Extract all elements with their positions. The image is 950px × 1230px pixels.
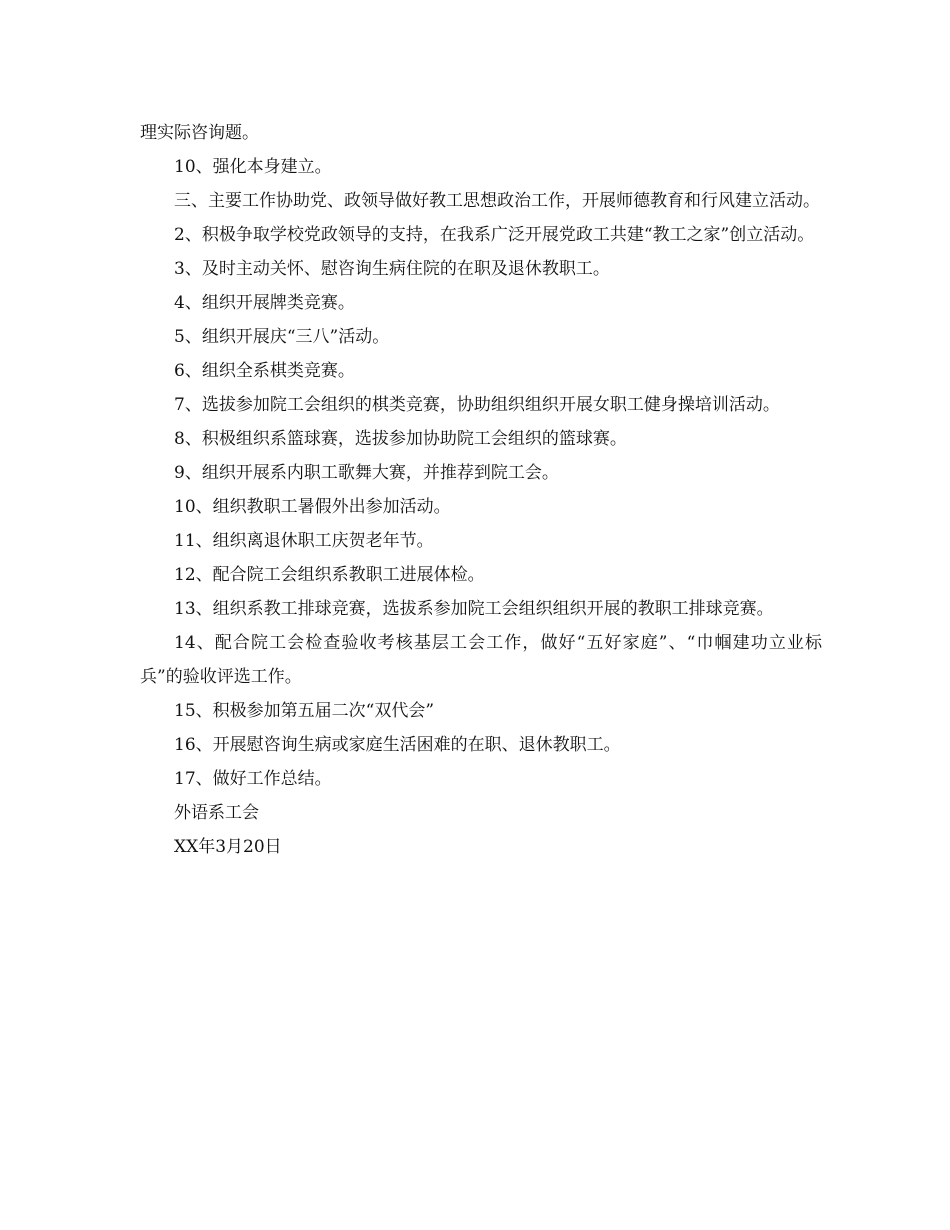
paragraph-item-14: 14、配合院工会检查验收考核基层工会工作，做好“五好家庭”、“巾帼建功立业标兵”的验收评选工作。 — [140, 633, 822, 687]
paragraph-item-4: 4、组织开展牌类竞赛。 — [174, 293, 355, 313]
paragraph-item-16: 16、开展慰咨询生病或家庭生活困难的在职、退休教职工。 — [174, 735, 621, 755]
paragraph-item-13: 13、组织系教工排球竞赛，选拔系参加院工会组织组织开展的教职工排球竞赛。 — [174, 599, 774, 619]
paragraph-item-9: 9、组织开展系内职工歌舞大赛，并推荐到院工会。 — [174, 463, 559, 483]
paragraph-item-7: 7、选拔参加院工会组织的棋类竞赛，协助组织组织开展女职工健身操培训活动。 — [174, 395, 780, 415]
paragraph-item-12: 12、配合院工会组织系教职工进展体检。 — [174, 565, 485, 585]
paragraph-item-2: 2、积极争取学校党政领导的支持，在我系广泛开展党政工共建“教工之家”创立活动。 — [174, 225, 815, 245]
paragraph-item-6: 6、组织全系棋类竞赛。 — [174, 361, 355, 381]
paragraph-section-three: 三、主要工作协助党、政领导做好教工思想政治工作，开展师德教育和行风建立活动。 — [174, 191, 820, 211]
document-body — [140, 116, 822, 864]
paragraph-item-8: 8、积极组织系篮球赛，选拔参加协助院工会组织的篮球赛。 — [174, 429, 627, 449]
paragraph-continuation: 理实际咨询题。 — [140, 123, 259, 143]
paragraph-item-15: 15、积极参加第五届二次“双代会” — [174, 701, 435, 721]
paragraph-item-11: 11、组织离退休职工庆贺老年节。 — [174, 531, 434, 551]
signature-date: XX年3月20日 — [174, 837, 282, 857]
signature-organization: 外语系工会 — [174, 803, 259, 823]
paragraph-item-3: 3、及时主动关怀、慰咨询生病住院的在职及退休教职工。 — [174, 259, 610, 279]
paragraph-item-5: 5、组织开展庆“三八”活动。 — [174, 327, 390, 347]
paragraph-item-17: 17、做好工作总结。 — [174, 769, 332, 789]
paragraph-item-10: 10、组织教职工暑假外出参加活动。 — [174, 497, 451, 517]
paragraph-item-10-self-building: 10、强化本身建立。 — [174, 157, 332, 177]
